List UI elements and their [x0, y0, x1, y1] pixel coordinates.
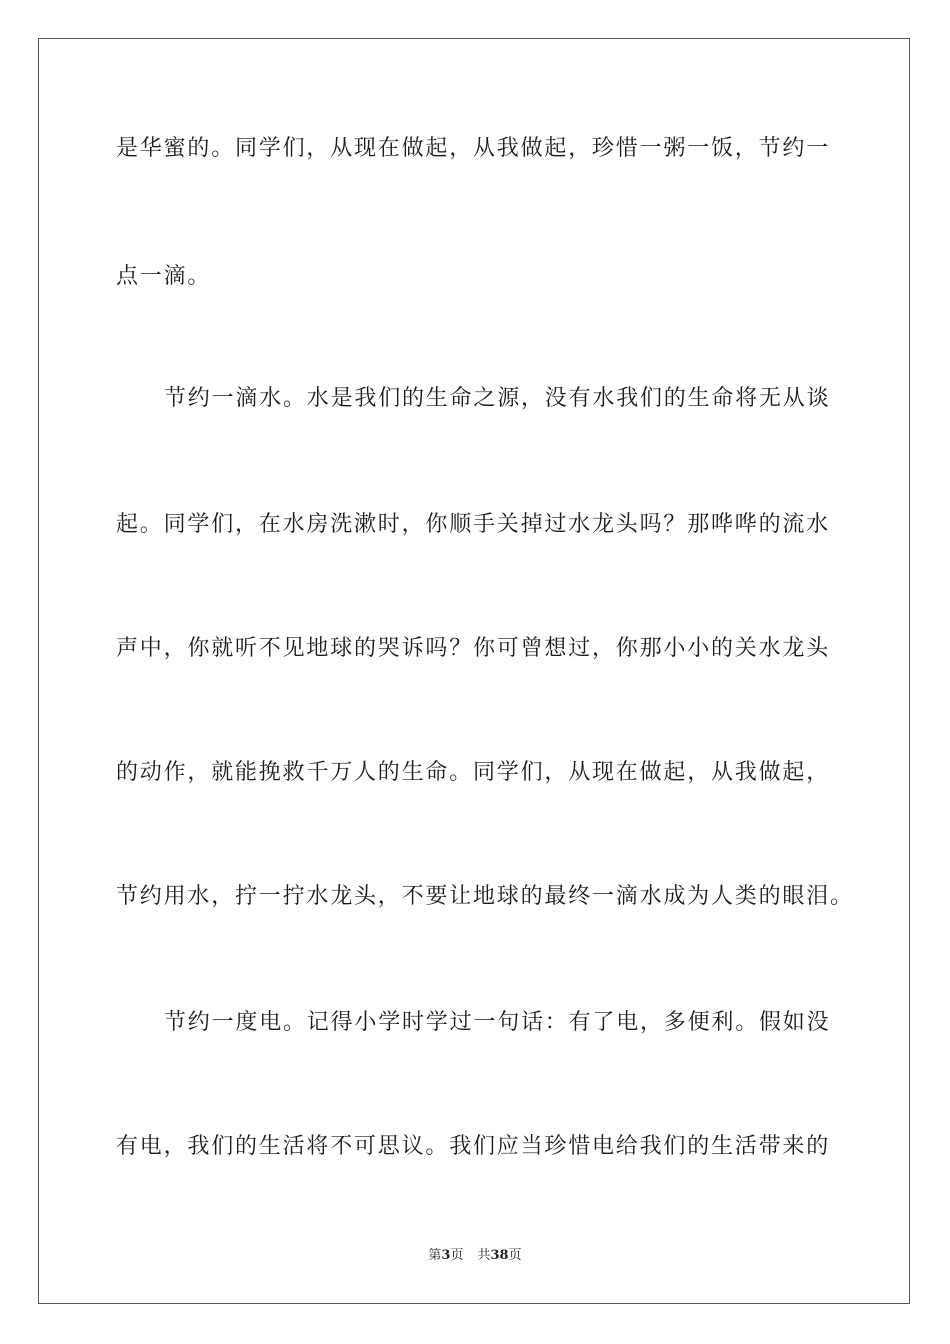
paragraph-start-line: 节约一滴水。水是我们的生命之源，没有水我们的生命将无从谈 [164, 386, 831, 411]
total-pages: 38 [490, 1248, 509, 1263]
text-line: 有电，我们的生活将不可思议。我们应当珍惜电给我们的生活带来的 [116, 1134, 831, 1159]
text-line: 节约用水，拧一拧水龙头，不要让地球的最终一滴水成为人类的眼泪。 [116, 884, 854, 909]
paragraph-start-line: 节约一度电。记得小学时学过一句话：有了电，多便利。假如没 [164, 1010, 831, 1035]
page-footer [0, 1247, 950, 1265]
page-border [38, 38, 910, 1304]
text-line: 声中，你就听不见地球的哭诉吗？你可曾想过，你那小小的关水龙头 [116, 636, 831, 661]
text-line: 起。同学们，在水房洗漱时，你顺手关掉过水龙头吗？那哗哗的流水 [116, 512, 831, 537]
text-line: 的动作，就能挽救千万人的生命。同学们，从现在做起，从我做起， [116, 760, 831, 785]
total-prefix: 共 [477, 1248, 491, 1263]
page-suffix: 页 [450, 1248, 464, 1263]
page-number: 3 [441, 1248, 451, 1263]
text-line: 点一滴。 [116, 264, 212, 289]
text-line: 是华蜜的。同学们，从现在做起，从我做起，珍惜一粥一饭，节约一 [116, 136, 831, 161]
page-prefix: 第 [428, 1248, 442, 1263]
total-suffix: 页 [508, 1248, 522, 1263]
